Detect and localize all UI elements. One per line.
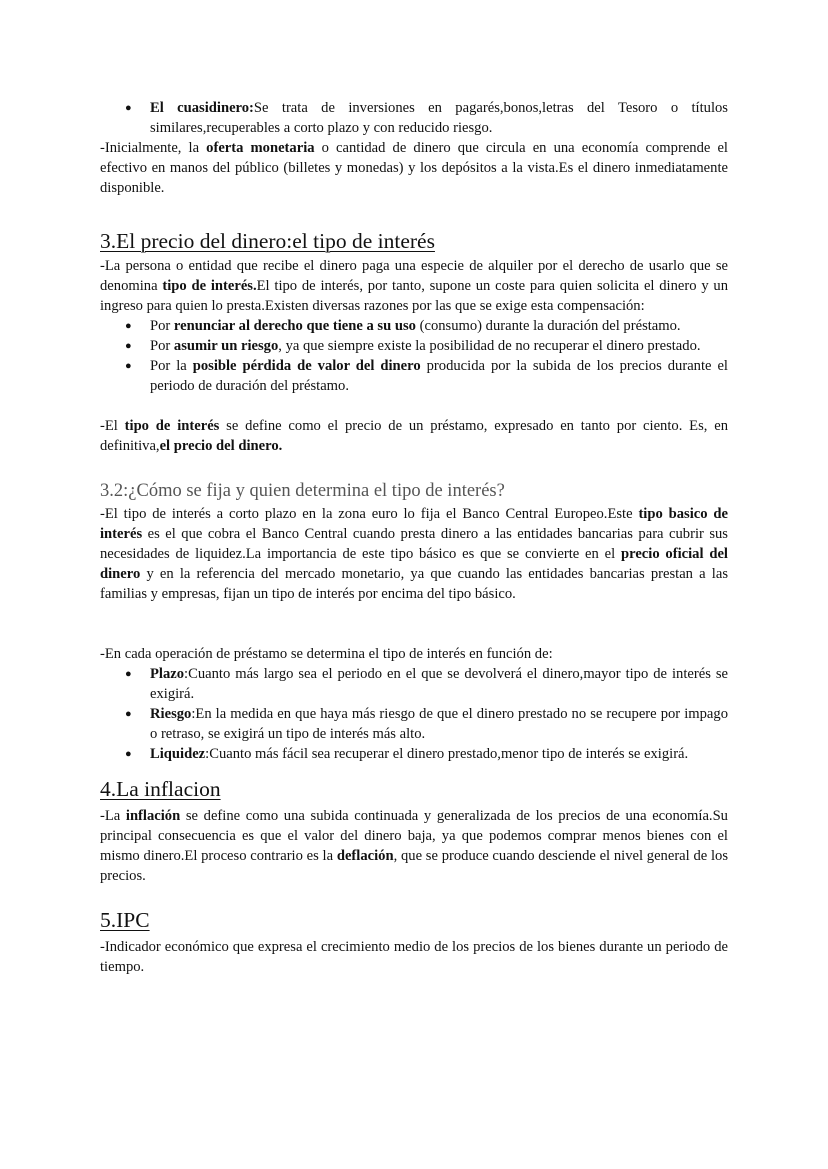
intro-bullet-list [100,98,728,138]
section-3-heading: 3.El precio del dinero:el tipo de interés [100,229,435,253]
list-item: ● Liquidez:Cuanto más fácil sea recuperar el dinero prestado,menor tipo de interés se exigirá. [125,746,689,762]
document-page [100,98,728,977]
bullet-dot: ● [125,360,132,372]
reasons-bullet-list [100,316,728,396]
paragraph-oferta-monetaria: -Inicialmente, la oferta monetaria o cantidad de dinero que circula en una economía comprende el efectivo en manos del público (billetes y monedas) y los depósitos a la vista.Es el dinero inmediatamente disponible. [100,140,728,196]
list-item: ● Por asumir un riesgo, ya que siempre existe la posibilidad de no recuperar el dinero prestado. [125,338,701,354]
section-5-heading: 5.IPC [100,908,150,932]
bullet-dot: ● [125,320,132,332]
paragraph-bce: -El tipo de interés a corto plazo en la zona euro lo fija el Banco Central Europeo.Este tipo basico de interés es el que cobra el Banco Central cuando presta dinero a las entidades bancarias para cubrir sus necesidades de liquidez.La importancia de este tipo básico es que se convierte en el precio oficial del dinero y en la referencia del mercado monetario, ya que cuando las entidades bancarias prestan a las familias y empresas, fijan un tipo de interés por encima del tipo básico. [100,506,728,602]
bullet-dot: ● [125,668,132,680]
factors-bullet-list [100,664,728,764]
section-4-heading: 4.La inflacion [100,777,221,801]
list-item: ● Riesgo:En la medida en que haya más riesgo de que el dinero prestado no se recupere por impago o retraso, se exigirá un tipo de interés más alto. [125,706,728,742]
list-item [100,98,728,138]
paragraph-inflacion: -La inflación se define como una subida continuada y generalizada de los precios de una economía.Su principal consecuencia es que el valor del dinero baja, ya que podemos comprar menos bienes con el mismo dinero.El proceso contrario es la deflación, que se produce cuando desciende el nivel general de los precios. [100,808,728,884]
list-item: ● Por renunciar al derecho que tiene a su uso (consumo) durante la duración del préstamo. [125,318,681,334]
bullet-dot: ● [125,708,132,720]
item-text: Se trata de inversiones en pagarés,bonos,letras del Tesoro o títulos similares,recuperables a corto plazo y con reducido riesgo. [150,100,728,136]
paragraph-ipc: -Indicador económico que expresa el crecimiento medio de los precios de los bienes durante un periodo de tiempo. [100,939,728,975]
bold-term: El cuasidinero: [150,100,254,116]
bullet-dot: ● [125,102,132,114]
paragraph-tipo-interes: -La persona o entidad que recibe el dinero paga una especie de alquiler por el derecho de usarlo que se denomina tipo de interés.El tipo de interés, por tanto, supone un coste para quien solicita el dinero y un ingreso para quien lo presta.Existen diversas razones por las que se exige esta compensación: [100,258,729,314]
paragraph-operacion-prestamo: -En cada operación de préstamo se determina el tipo de interés en función de: [100,646,553,662]
bullet-dot: ● [125,748,132,760]
paragraph-precio-prestamo: -El tipo de interés se define como el precio de un préstamo, expresado en tanto por ciento. Es, en definitiva,el precio del dinero. [100,418,728,454]
list-item: ● Plazo:Cuanto más largo sea el periodo en el que se devolverá el dinero,mayor tipo de interés se exigirá. [125,666,728,702]
list-item: ● Por la posible pérdida de valor del dinero producida por la subida de los precios durante el periodo de duración del préstamo. [125,358,728,394]
bullet-dot: ● [125,340,132,352]
section-3-2-heading: 3.2:¿Cómo se fija y quien determina el tipo de interés? [100,481,505,501]
